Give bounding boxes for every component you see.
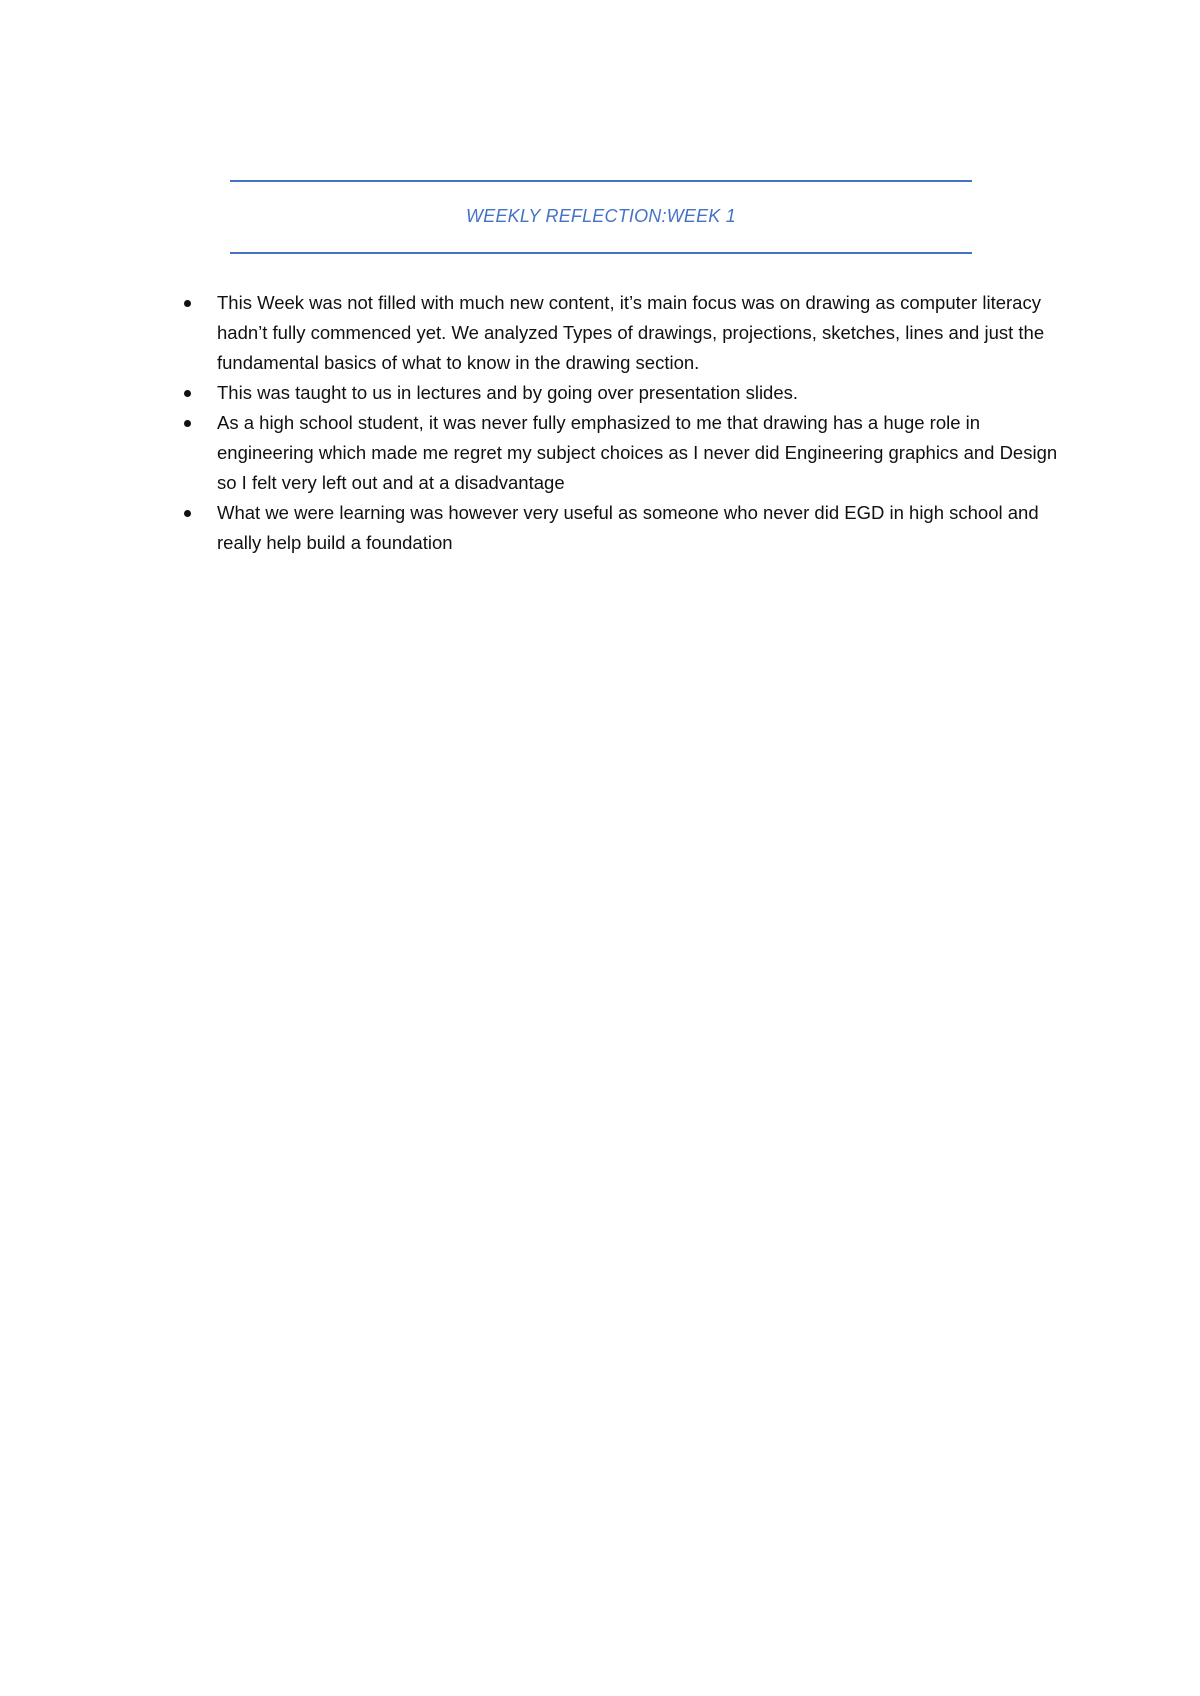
list-item-text: This Week was not filled with much new content, it’s main focus was on drawing as computer literacy hadn’t fully commenced yet. We analyzed Types of drawings, projections, sketches, lines and just the fundamental basics of what to know in the drawing section. (217, 292, 1045, 373)
bullet-list (178, 288, 1058, 558)
list-item-text: This was taught to us in lectures and by going over presentation slides. (217, 382, 799, 403)
bullet-dot-icon (184, 300, 191, 307)
list-item-text: What we were learning was however very useful as someone who never did EGD in high school and really help build a foundation (217, 502, 1039, 553)
bullet-dot-icon (184, 420, 191, 427)
list-item-text: As a high school student, it was never fully emphasized to me that drawing has a huge role in engineering which made me regret my subject choices as I never did Engineering graphics and Design so I felt very left out and at a disadvantage (217, 412, 1058, 493)
title-top-rule (230, 180, 972, 182)
bullet-dot-icon (184, 390, 191, 397)
bullet-dot-icon (184, 510, 191, 517)
title-bottom-rule (230, 252, 972, 254)
page-title: WEEKLY REFLECTION:WEEK 1 (466, 206, 736, 226)
title-block (230, 180, 972, 254)
list-item (178, 378, 1058, 408)
list-item (178, 408, 1058, 498)
list-item (178, 498, 1058, 558)
list-item (178, 288, 1058, 378)
